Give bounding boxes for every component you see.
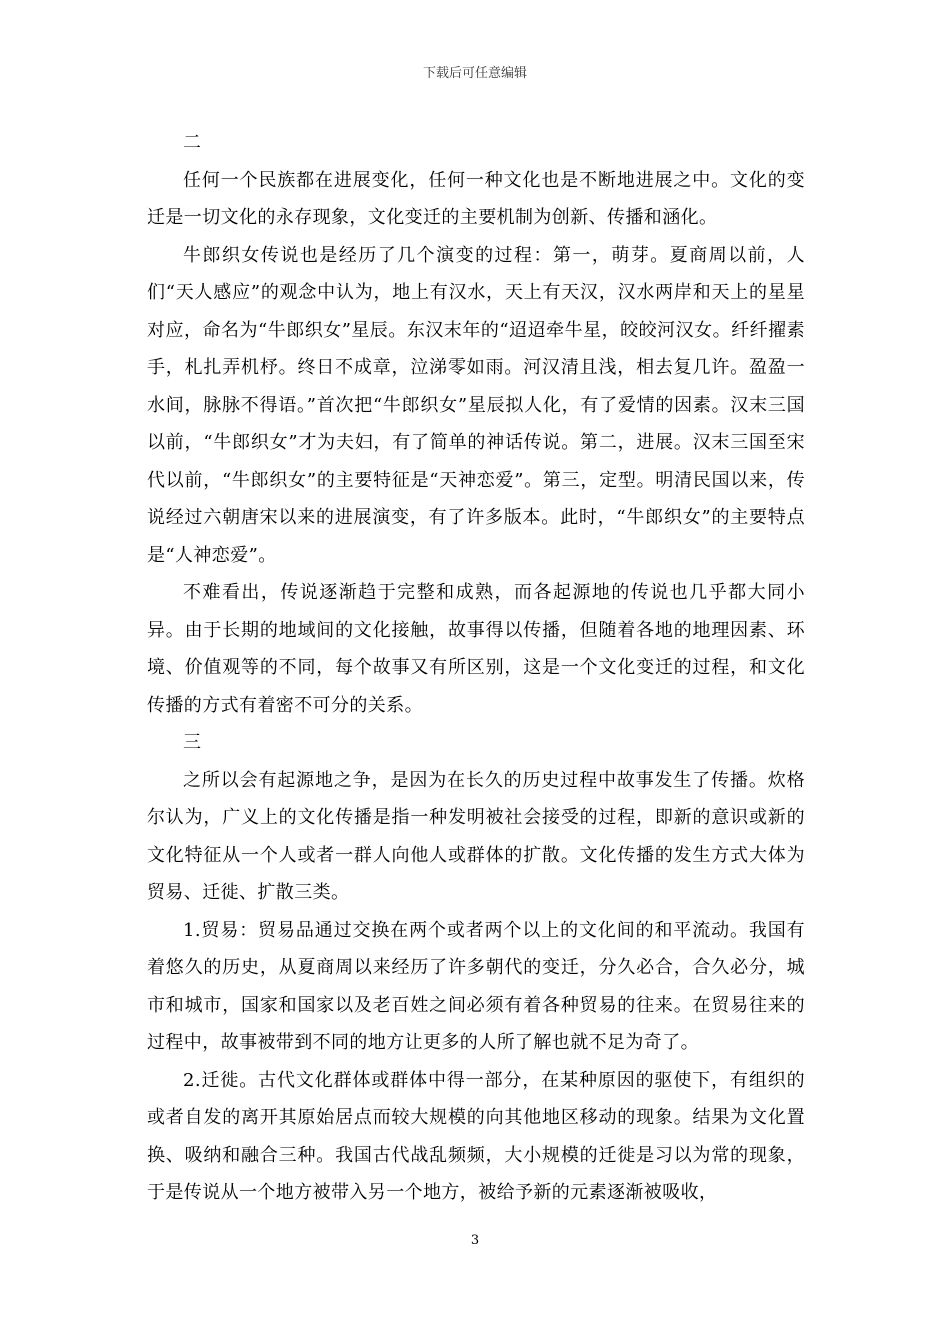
paragraph: 2.迁徙。古代文化群体或群体中得一部分，在某种原因的驱使下，有组织的或者自发的离开其原始居点而较大规模的向其他地区移动的现象。结果为文化置换、吸纳和融合三种。我国古代战乱频频，大小规模的迁徙是习以为常的现象，于是传说从一个地方被带入另一个地方，被给予新的元素逐渐被吸收， <box>147 1069 805 1203</box>
section-heading-three: 三 <box>183 732 202 753</box>
paragraph: 任何一个民族都在进展变化，任何一种文化也是不断地进展之中。文化的变迁是一切文化的永存现象，文化变迁的主要机制为创新、传播和涵化。 <box>147 169 805 228</box>
document-body <box>147 124 805 1212</box>
paragraph: 1.贸易：贸易品通过交换在两个或者两个以上的文化间的和平流动。我国有着悠久的历史，从夏商周以来经历了许多朝代的变迁，分久必合，合久必分，城市和城市，国家和国家以及老百姓之间必须有着各种贸易的往来。在贸易往来的过程中，故事被带到不同的地方让更多的人所了解也就不足为奇了。 <box>147 919 805 1053</box>
paragraph: 不难看出，传说逐渐趋于完整和成熟，而各起源地的传说也几乎都大同小异。由于长期的地域间的文化接触，故事得以传播，但随着各地的地理因素、环境、价值观等的不同，每个故事又有所区别，这是一个文化变迁的过程，和文化传播的方式有着密不可分的关系。 <box>147 582 805 716</box>
section-heading-two: 二 <box>183 132 202 153</box>
page-number: 3 <box>470 1233 480 1248</box>
page-header: 下载后可任意编辑 <box>422 66 527 81</box>
paragraph: 之所以会有起源地之争，是因为在长久的历史过程中故事发生了传播。炊格尔认为，广义上的文化传播是指一种发明被社会接受的过程，即新的意识或新的文化特征从一个人或者一群人向他人或群体的扩散。文化传播的发生方式大体为贸易、迁徙、扩散三类。 <box>147 769 805 903</box>
paragraph: 牛郎织女传说也是经历了几个演变的过程：第一，萌芽。夏商周以前，人们“天人感应”的观念中认为，地上有汉水，天上有天汉，汉水两岸和天上的星星对应，命名为“牛郎织女”星辰。东汉末年的“迢迢牵牛星，皎皎河汉女。纤纤擢素手，札扎弄机杼。终日不成章，泣涕零如雨。河汉清且浅，相去复几许。盈盈一水间，脉脉不得语。”首次把“牛郎织女”星辰拟人化，有了爱情的因素。汉末三国以前，“牛郎织女”才为夫妇，有了简单的神话传说。第二，进展。汉末三国至宋代以前，“牛郎织女”的主要特征是“天神恋爱”。第三，定型。明清民国以来，传说经过六朝唐宋以来的进展演变，有了许多版本。此时，“牛郎织女”的主要特点是“人神恋爱”。 <box>147 244 805 566</box>
